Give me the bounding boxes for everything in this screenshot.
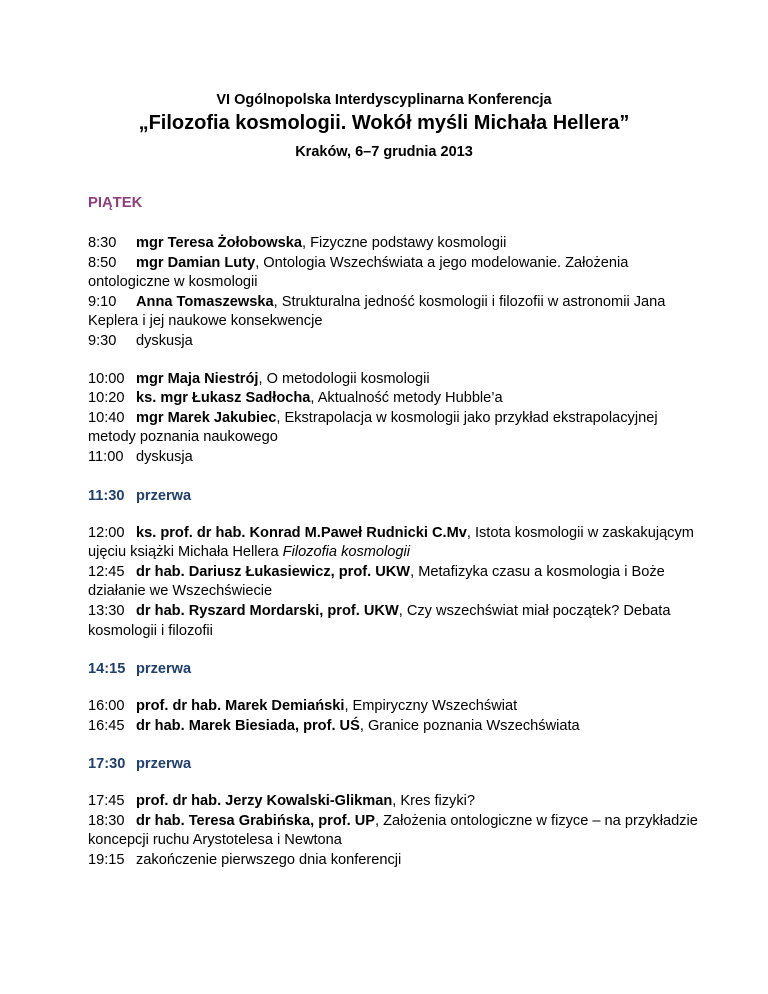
program-entry (88, 792, 708, 812)
program-entry (88, 332, 708, 352)
entry-speaker: Anna Tomaszewska (136, 293, 274, 310)
program-entry (88, 409, 708, 448)
entry-time: 18:30 (88, 812, 125, 829)
entry-speaker: prof. dr hab. Jerzy Kowalski-Glikman (136, 793, 393, 810)
session-block-1 (88, 234, 708, 352)
program-entry (88, 717, 708, 737)
entry-time: 17:45 (88, 793, 125, 810)
entry-speaker: dr hab. Teresa Grabińska, prof. UP (136, 812, 375, 829)
program-entry (88, 293, 708, 332)
program-entry (88, 524, 708, 563)
break-label: przerwa (136, 487, 192, 504)
entry-time: 19:15 (88, 852, 125, 869)
entry-title: , Granice poznania Wszechświata (359, 717, 580, 734)
entry-speaker: mgr Maja Niestrój (136, 370, 259, 387)
program-entry (88, 254, 708, 293)
day-heading: PIĄTEK (88, 195, 143, 211)
entry-time: 8:30 (88, 235, 117, 251)
break-entry (88, 659, 708, 679)
session-block-3 (88, 524, 708, 642)
entry-title: , Aktualność metody Hubble’a (310, 390, 503, 407)
program-entry (88, 448, 708, 468)
session-block-5 (88, 792, 708, 870)
conference-series: VI Ogólnopolska Interdyscyplinarna Konferencja (216, 92, 552, 108)
break-time: 17:30 (88, 756, 126, 773)
entry-title: , Czy wszechświat miał początek? Debata kosmologii i filozofii (88, 602, 671, 639)
break-label: przerwa (136, 756, 192, 773)
entry-time: 13:30 (88, 602, 125, 619)
entry-speaker: prof. dr hab. Marek Demiański (136, 698, 345, 715)
entry-time: 16:00 (88, 698, 125, 715)
entry-title: , Ekstrapolacja w kosmologii jako przykład ekstrapolacyjnej metody poznania naukowego (88, 409, 658, 446)
program-content (88, 192, 708, 889)
entry-speaker: mgr Marek Jakubiec (136, 409, 277, 426)
entry-time: 16:45 (88, 717, 125, 734)
program-entry (88, 389, 708, 409)
program-entry (88, 812, 708, 851)
entry-time: 10:00 (88, 370, 125, 387)
entry-speaker: dr hab. Dariusz Łukasiewicz, prof. UKW (136, 563, 411, 580)
entry-time: 8:50 (88, 254, 117, 271)
program-entry (88, 563, 708, 602)
entry-title: , Strukturalna jedność kosmologii i filozofii w astronomii Jana Keplera i jej naukowe konsekwencje (88, 293, 666, 330)
entry-time: 12:00 (88, 524, 125, 541)
entry-speaker: ks. mgr Łukasz Sadłocha (136, 390, 311, 407)
session-block-4 (88, 697, 708, 736)
break-entry (88, 486, 708, 506)
program-entry (88, 370, 708, 390)
break-time: 14:15 (88, 661, 126, 678)
program-entry (88, 851, 708, 871)
entry-title: , Istota kosmologii w zaskakującym ujęciu książki Michała Hellera (88, 524, 694, 561)
entry-speaker: ks. prof. dr hab. Konrad M.Paweł Rudnicki C.Mv (136, 524, 467, 541)
session-block-2 (88, 370, 708, 468)
entry-title: , Ontologia Wszechświata a jego modelowanie. Założenia ontologiczne w kosmologii (88, 254, 629, 291)
entry-time: 10:20 (88, 390, 125, 407)
entry-title: , Założenia ontologiczne w fizyce – na przykładzie koncepcji ruchu Arystotelesa i Newtona (88, 812, 698, 849)
entry-time: 11:00 (88, 448, 124, 465)
conference-header (0, 90, 768, 162)
break-label: przerwa (136, 661, 192, 678)
entry-title: , Empiryczny Wszechświat (344, 698, 518, 715)
entry-speaker: mgr Teresa Żołobowska (136, 235, 302, 251)
entry-title: , Kres fizyki? (392, 793, 475, 810)
entry-title: dyskusja (136, 448, 193, 465)
entry-speaker: dr hab. Marek Biesiada, prof. UŚ (136, 717, 360, 734)
program-entry (88, 234, 708, 254)
break-time: 11:30 (88, 487, 125, 504)
book-title: Filozofia kosmologii (282, 544, 411, 561)
entry-title: zakończenie pierwszego dnia konferencji (136, 852, 402, 869)
entry-time: 10:40 (88, 409, 125, 426)
entry-title: , O metodologii kosmologii (258, 370, 430, 387)
break-entry (88, 754, 708, 774)
conference-place-date: Kraków, 6–7 grudnia 2013 (295, 144, 473, 160)
entry-title: , Fizyczne podstawy kosmologii (301, 235, 507, 251)
entry-speaker: mgr Damian Luty (136, 254, 256, 271)
entry-title: , Metafizyka czasu a kosmologia i Boże działanie we Wszechświecie (88, 563, 665, 600)
conference-title: „Filozofia kosmologii. Wokół myśli Michała Hellera” (138, 112, 630, 134)
entry-time: 9:10 (88, 293, 117, 310)
entry-time: 9:30 (88, 332, 117, 349)
program-entry (88, 602, 708, 641)
entry-title: dyskusja (136, 332, 193, 349)
entry-speaker: dr hab. Ryszard Mordarski, prof. UKW (136, 602, 399, 619)
program-entry (88, 697, 708, 717)
entry-time: 12:45 (88, 563, 125, 580)
